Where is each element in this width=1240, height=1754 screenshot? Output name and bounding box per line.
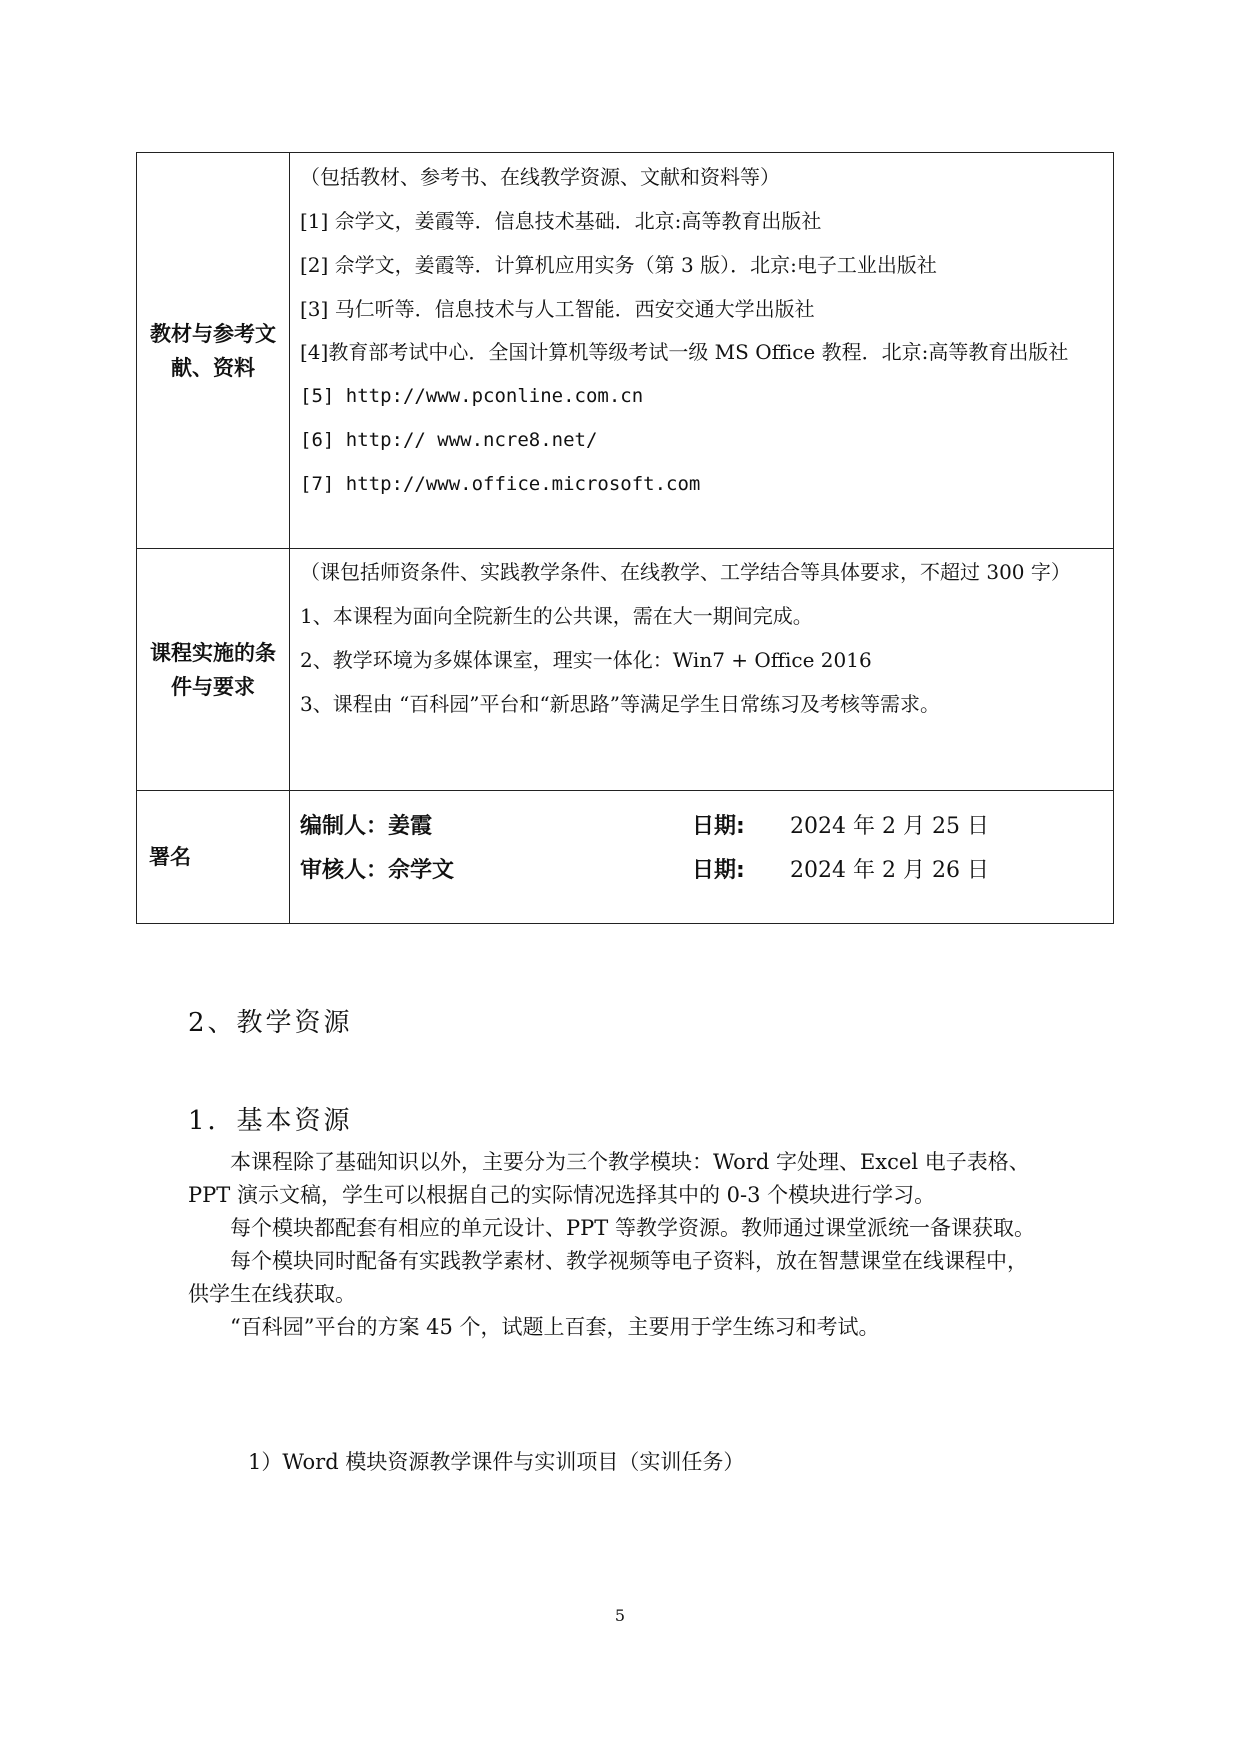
resource-list-item: 1）Word 模块资源教学课件与实训项目（实训任务） <box>248 1450 745 1474</box>
reference-item: [4]教育部考试中心．全国计算机等级考试一级 MS Office 教程．北京:高等教育出版社 <box>300 340 1069 364</box>
paragraph: 每个模块同时配备有实践教学素材、教学视频等电子资料，放在智慧课堂在线课程中，供学生在线获取。 <box>188 1249 1028 1306</box>
reviewer-name: 审核人：佘学文 <box>300 858 455 883</box>
reference-link: [7] http://www.office.microsoft.com <box>300 473 701 495</box>
date-label: 日期: <box>692 858 745 883</box>
course-info-table <box>136 152 1114 924</box>
subsection-title: 1．基本资源 <box>188 1106 353 1136</box>
signature-reviewer-row <box>300 849 1103 893</box>
references-intro: （包括教材、参考书、在线教学资源、文献和资料等） <box>300 165 780 189</box>
table-row-conditions <box>137 549 1114 791</box>
paragraph: “百科园”平台的方案 45 个，试题上百套，主要用于学生练习和考试。 <box>230 1315 880 1339</box>
condition-item: 2、教学环境为多媒体课室，理实一体化：Win7 + Office 2016 <box>300 648 872 672</box>
reference-link: [6] http:// www.ncre8.net/ <box>300 429 598 451</box>
condition-item: 1、本课程为面向全院新生的公共课，需在大一期间完成。 <box>300 604 813 628</box>
conditions-content <box>290 549 1114 791</box>
signature-label: 署名 <box>137 791 290 924</box>
reference-item: [1] 佘学文，姜霞等．信息技术基础．北京:高等教育出版社 <box>300 209 822 233</box>
reference-item: [3] 马仁听等．信息技术与人工智能．西安交通大学出版社 <box>300 297 815 321</box>
references-label: 教材与参考文献、资料 <box>137 153 290 549</box>
signature-editor-row <box>300 805 1103 849</box>
reference-link: [5] http://www.pconline.com.cn <box>300 385 644 407</box>
conditions-intro: （课包括师资条件、实践教学条件、在线教学、工学结合等具体要求，不超过 300 字） <box>300 560 1071 584</box>
paragraph: 本课程除了基础知识以外，主要分为三个教学模块：Word 字处理、Excel 电子表格、PPT 演示文稿，学生可以根据自己的实际情况选择其中的 0-3 个模块进行学习。 <box>188 1150 1030 1207</box>
condition-item: 3、课程由 “百科园”平台和“新思路”等满足学生日常练习及考核等需求。 <box>300 692 940 716</box>
signature-content <box>290 791 1114 924</box>
reviewer-date: 2024 年 2 月 26 日 <box>790 858 989 883</box>
table-row-references <box>137 153 1114 549</box>
page-number: 5 <box>614 1606 626 1625</box>
paragraph: 每个模块都配套有相应的单元设计、PPT 等教学资源。教师通过课堂派统一备课获取。 <box>230 1216 1035 1240</box>
reference-item: [2] 佘学文，姜霞等．计算机应用实务（第 3 版）．北京:电子工业出版社 <box>300 253 937 277</box>
editor-name: 编制人：姜霞 <box>300 814 433 839</box>
references-content <box>290 153 1114 549</box>
editor-date: 2024 年 2 月 25 日 <box>790 814 989 839</box>
body-paragraphs <box>188 1146 1048 1344</box>
date-label: 日期: <box>692 814 745 839</box>
table-row-signature <box>137 791 1114 924</box>
conditions-label: 课程实施的条件与要求 <box>137 549 290 791</box>
section-title: 2、教学资源 <box>188 1008 353 1038</box>
